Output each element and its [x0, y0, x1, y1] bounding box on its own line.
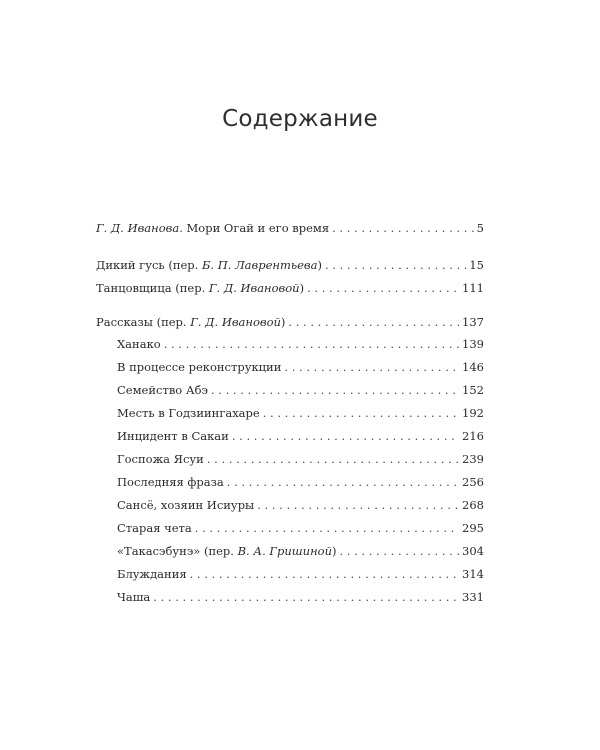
dot-leader	[164, 336, 459, 352]
dot-leader	[339, 543, 459, 559]
toc-entry-text: Танцовщица (пер.	[96, 281, 209, 295]
toc-entry	[117, 336, 484, 352]
toc-entry	[117, 405, 484, 421]
toc-entry-author: Г. Д. Иванова.	[96, 221, 183, 235]
dot-leader	[232, 428, 459, 444]
toc-page-number: 304	[462, 544, 484, 558]
toc-entry-title	[117, 589, 150, 605]
toc-entry	[96, 220, 484, 236]
toc-entry-text: Инцидент в Сакаи	[117, 429, 229, 443]
toc-entry-text: )	[317, 258, 322, 272]
toc-entry-translator: Г. Д. Ивановой	[190, 315, 281, 329]
toc-entry-text: Чаша	[117, 590, 151, 604]
toc-entry-text: В процессе реконструкции	[117, 360, 282, 374]
toc-entry-text: )	[331, 544, 337, 558]
toc-page-number: 192	[462, 406, 484, 420]
dot-leader	[153, 589, 459, 605]
toc-page-number: 216	[462, 429, 484, 443]
toc-entry-text: Месть в Годзиингахаре	[117, 406, 260, 420]
toc-entry	[117, 520, 484, 536]
dot-leader	[211, 382, 459, 398]
toc-entry-title	[117, 428, 229, 444]
toc-page-number: 152	[462, 383, 484, 397]
toc-entry	[96, 280, 484, 296]
toc-page-number: 5	[476, 221, 484, 235]
toc-entry	[117, 474, 484, 490]
toc-entry-title	[117, 497, 254, 513]
toc-entry-title	[117, 359, 281, 375]
toc-entry-title	[117, 405, 260, 421]
toc-entry-text: Дикий гусь (пер.	[96, 258, 202, 272]
toc-entry-title	[117, 382, 208, 398]
toc-entry-text: )	[299, 281, 305, 295]
dot-leader	[227, 474, 459, 490]
toc-page-number: 111	[462, 281, 484, 295]
dot-leader	[332, 220, 474, 236]
dot-leader	[284, 359, 459, 375]
toc-entry	[96, 257, 484, 273]
toc-page-number: 137	[462, 315, 484, 329]
toc-entry-text: )	[280, 315, 286, 329]
toc-entry	[117, 428, 484, 444]
dot-leader	[257, 497, 459, 513]
toc-page-number: 331	[462, 590, 484, 604]
dot-leader	[207, 451, 459, 467]
toc-entry	[117, 543, 484, 559]
toc-entry-text: Ханако	[117, 337, 161, 351]
toc-entry-title	[96, 314, 285, 330]
toc-entry	[117, 359, 484, 375]
toc-entry	[96, 314, 484, 330]
toc-page-number: 239	[462, 452, 484, 466]
toc-entry-text: Старая чета	[117, 521, 192, 535]
toc-entry	[117, 589, 484, 605]
dot-leader	[263, 405, 459, 421]
toc-entry-translator: Б. П. Лаврентьева	[201, 258, 318, 272]
toc-entry	[117, 566, 484, 582]
toc-entry-title	[96, 257, 322, 273]
toc-entry-text: Мори Огай и его время	[182, 221, 330, 235]
toc-entry-text: «Такасэбунэ» (пер.	[117, 544, 238, 558]
toc-entry	[117, 451, 484, 467]
toc-entry-title	[117, 520, 192, 536]
toc-page-number: 314	[462, 567, 484, 581]
toc-entry-title	[117, 566, 187, 582]
toc-entry-text: Семейство Абэ	[117, 383, 208, 397]
toc-entry-text: Госпожа Ясуи	[117, 452, 204, 466]
toc-entry-title	[117, 336, 161, 352]
page-title: Содержание	[222, 106, 378, 132]
toc-entry-translator: Г. Д. Ивановой	[208, 281, 300, 295]
dot-leader	[190, 566, 459, 582]
dot-leader	[288, 314, 459, 330]
toc-entry-translator: В. А. Гришиной	[237, 544, 332, 558]
toc-entry-title	[117, 543, 336, 559]
toc-entry-title	[96, 220, 329, 236]
toc-page-number: 146	[462, 360, 484, 374]
toc-entry	[117, 497, 484, 513]
toc-page-number: 268	[462, 498, 484, 512]
toc-entry-text: Рассказы (пер.	[96, 315, 191, 329]
toc-entry-text: Сансё, хозяин Исиуры	[117, 498, 255, 512]
toc-page-number: 15	[469, 258, 484, 272]
toc-entry-text: Блуждания	[117, 567, 187, 581]
toc-entry-text: Последняя фраза	[117, 475, 224, 489]
dot-leader	[195, 520, 459, 536]
toc-page-number: 295	[462, 521, 484, 535]
dot-leader	[307, 280, 459, 296]
toc-page-number: 256	[462, 475, 484, 489]
dot-leader	[325, 257, 466, 273]
toc-entry	[117, 382, 484, 398]
toc-entry-title	[117, 451, 204, 467]
toc-entry-title	[96, 280, 304, 296]
toc-entry-title	[117, 474, 224, 490]
toc-page-number: 139	[462, 337, 484, 351]
